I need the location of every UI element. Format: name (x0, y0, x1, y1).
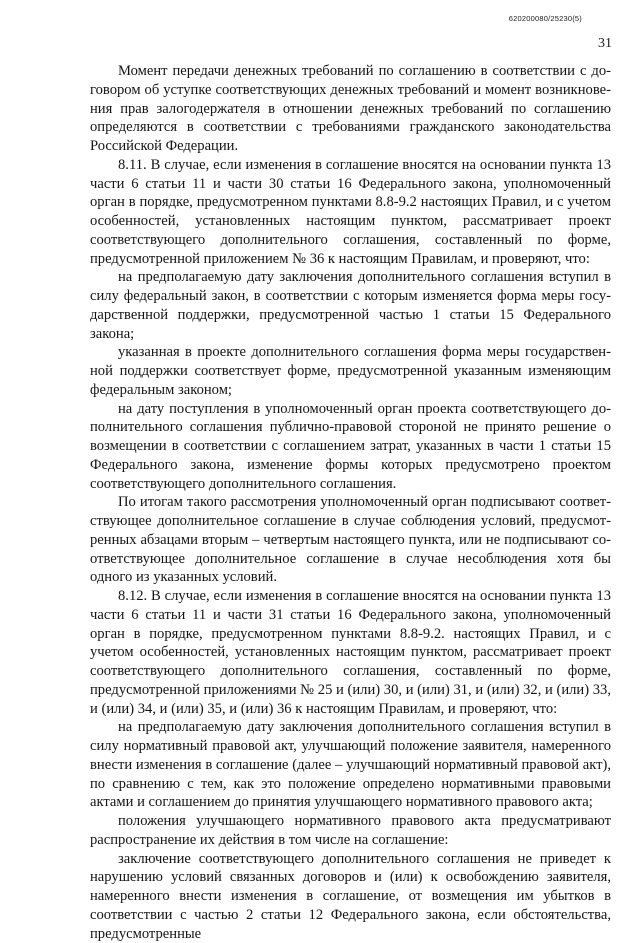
paragraph-condition-improving-act: на предполагаемую дату заключения дополнительного соглашения вступил в силу нормативный правовой акт, улучшающий положение заявителя, намеренного внести изменения в соглашение (далее – улучшающий нормативный правовой акт), по сравнению с тем, как это положение определено нормативными правовыми актами и соглашением до принятия улучшающего нормативного правового акта; (90, 718, 611, 812)
paragraph-condition-no-violation: заключение соответствующего дополнительного соглашения не приведет к нарушению условий связанных договоров и (или) к освобождению заявителя, намеренного внести изменения в соглашение, от возмещения им убытков в соответствии с частью 2 статьи 12 Федерального закона, если обстоятельства, предусмотренные (90, 850, 611, 943)
paragraph-transfer-moment: Момент передачи денежных требований по соглашению в соответствии с договором об уступке соответствующих денежных требований и момент возникновения прав залогодержателя в отношении денежных требований по соглашению определяются в соответствии с требованиями гражданского законодательства Российской Федерации. (90, 62, 611, 156)
paragraph-clause-8-12: 8.12. В случае, если изменения в соглашение вносятся на основании пункта 13 части 6 статьи 11 и части 31 статьи 16 Федерального закона, уполномоченный орган в порядке, предусмотренном пунктами 8.8-9.2. настоящих Правил, и с учетом особенностей, установленных настоящим пунктом, рассматривает проект соответствующего дополнительного соглашения, составленный по форме, предусмотренной приложениями № 25 и (или) 30, и (или) 31, и (или) 32, и (или) 33, и (или) 34, и (или) 35, и (или) 36 к настоящим Правилам, и проверяют, что: (90, 587, 611, 718)
page-number: 31 (598, 36, 612, 52)
document-body (90, 62, 611, 943)
paragraph-condition-support-form: указанная в проекте дополнительного соглашения форма меры государственной поддержки соответствует форме, предусмотренной указанным изменяющим федеральным законом; (90, 343, 611, 399)
paragraph-condition-no-decision: на дату поступления в уполномоченный орган проекта соответствующего дополнительного соглашения публично-правовой стороной не принято решение о возмещении в соответствии с соглашением затрат, указанных в части 1 статьи 15 Федерального закона, изменение формы которых предусмотрено проектом соответствующего дополнительного соглашения. (90, 400, 611, 494)
paragraph-clause-8-11: 8.11. В случае, если изменения в соглашение вносятся на основании пункта 13 части 6 статьи 11 и части 30 статьи 16 Федерального закона, уполномоченный орган в порядке, предусмотренном пунктами 8.8-9.2 настоящих Правил, и с учетом особенностей, установленных настоящим пунктом, рассматривает проект соответствующего дополнительного соглашения, составленный по форме, предусмотренной приложением № 36 к настоящим Правилам, и проверяют, что: (90, 156, 611, 269)
document-id: 620200080/25230(5) (509, 14, 582, 23)
paragraph-condition-federal-law: на предполагаемую дату заключения дополнительного соглашения вступил в силу федеральный закон, в соответствии с которым изменяется форма меры государственной поддержки, предусмотренной частью 1 статьи 15 Федерального закона; (90, 268, 611, 343)
paragraph-review-outcome: По итогам такого рассмотрения уполномоченный орган подписывают соответствующее дополнительное соглашение в случае соблюдения условий, предусмотренных абзацами вторым – четвертым настоящего пункта, или не подписывают соответствующее дополнительное соглашение в случае несоблюдения хотя бы одного из указанных условий. (90, 493, 611, 587)
paragraph-condition-act-scope: положения улучшающего нормативного правового акта предусматривают распространение их действия в том числе на соглашение: (90, 812, 611, 850)
